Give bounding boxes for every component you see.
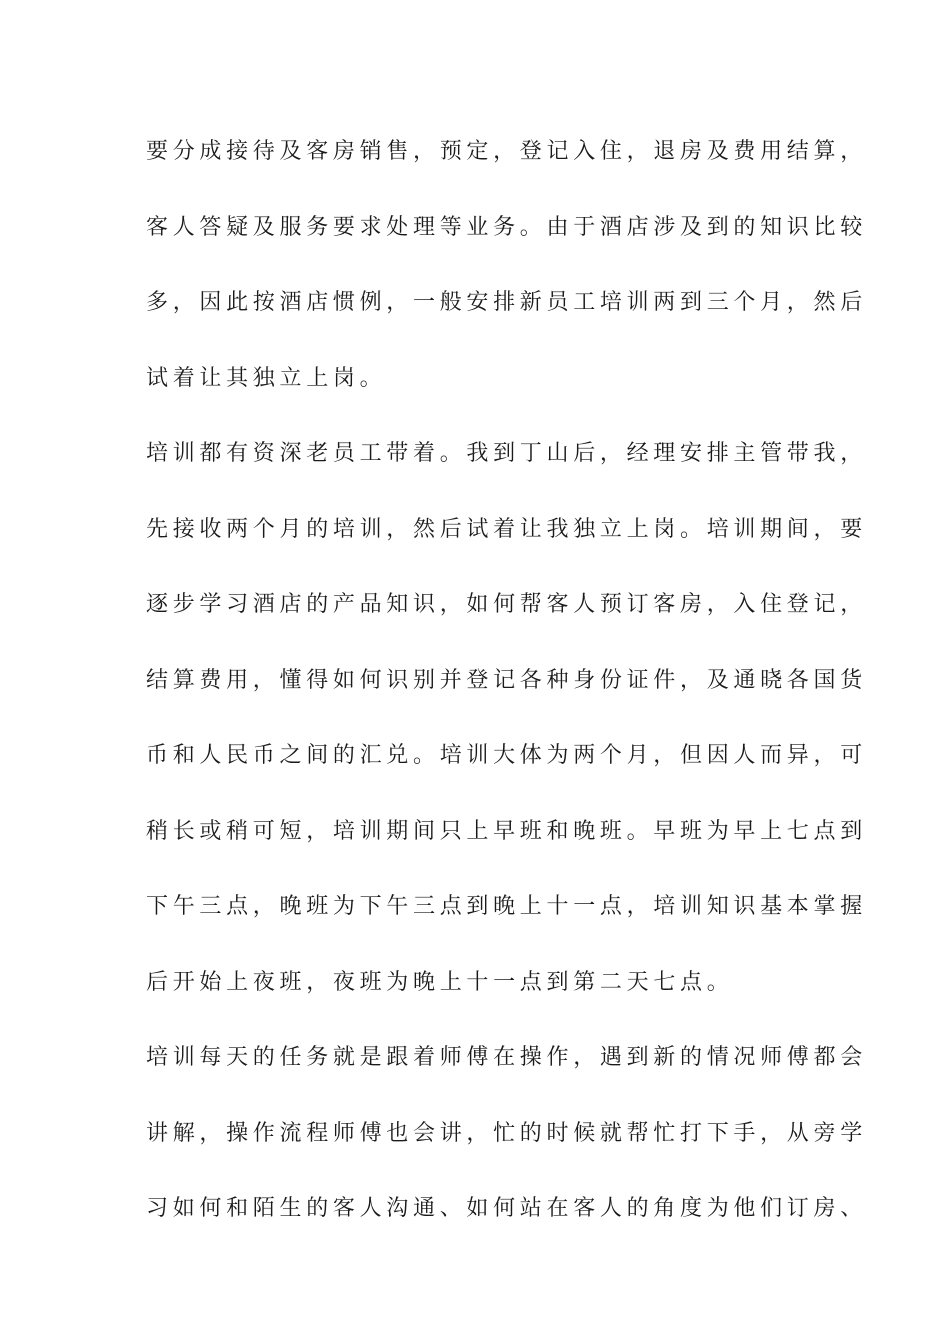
text-line: 结算费用，懂得如何识别并登记各种身份证件，及通晓各国货	[146, 667, 867, 693]
text-line: 培训每天的任务就是跟着师傅在操作，遇到新的情况师傅都会	[146, 1045, 867, 1070]
body-text	[146, 128, 867, 1261]
text-line: 逐步学习酒店的产品知识，如何帮客人预订客房，入住登记，	[146, 592, 867, 617]
text-line: 币和人民币之间的汇兑。培训大体为两个月，但因人而异，可	[146, 743, 867, 768]
text-line: 后开始上夜班，夜班为晚上十一点到第二天七点。	[146, 969, 734, 995]
text-line: 稍长或稍可短，培训期间只上早班和晚班。早班为早上七点到	[146, 818, 867, 844]
text-line: 要分成接待及客房销售，预定，登记入住，退房及费用结算，	[146, 139, 867, 164]
text-line: 培训都有资深老员工带着。我到丁山后，经理安排主管带我，	[146, 441, 867, 466]
text-line: 讲解，操作流程师傅也会讲，忙的时候就帮忙打下手，从旁学	[146, 1120, 867, 1146]
text-line: 客人答疑及服务要求处理等业务。由于酒店涉及到的知识比较	[146, 214, 867, 240]
text-line: 习如何和陌生的客人沟通、如何站在客人的角度为他们订房、	[146, 1196, 867, 1221]
text-line: 试着让其独立上岗。	[146, 365, 387, 391]
text-line: 先接收两个月的培训，然后试着让我独立上岗。培训期间，要	[146, 516, 867, 542]
text-line: 多，因此按酒店惯例，一般安排新员工培训两到三个月，然后	[146, 290, 867, 315]
text-line: 下午三点，晚班为下午三点到晚上十一点，培训知识基本掌握	[146, 894, 867, 919]
